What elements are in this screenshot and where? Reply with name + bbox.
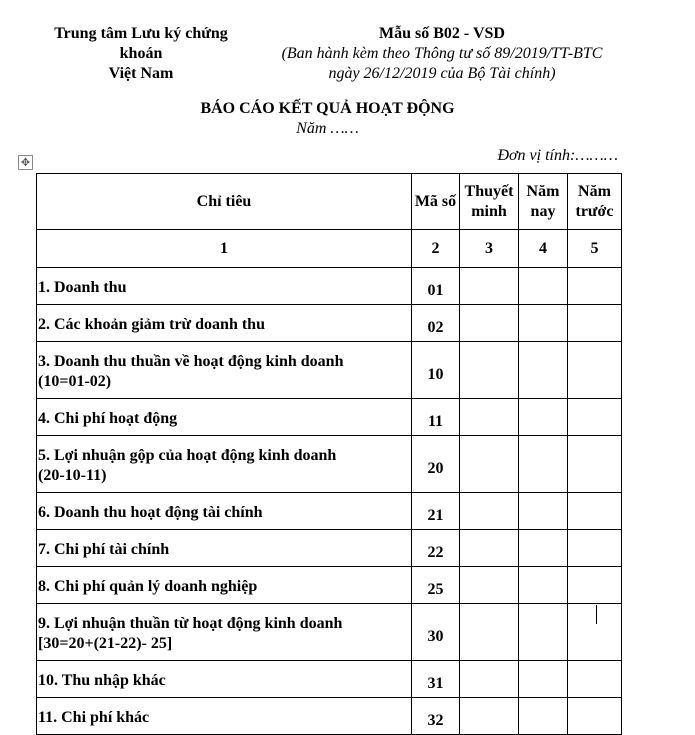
table-body xyxy=(37,268,622,735)
indicator-cell[interactable] xyxy=(37,698,412,735)
code-cell: 01 xyxy=(412,268,460,305)
code-cell: 20 xyxy=(412,436,460,493)
last-year-cell[interactable] xyxy=(568,530,622,567)
form-info xyxy=(262,24,622,84)
indicator-label: 9. Lợi nhuận thuần từ hoạt động kinh doanh xyxy=(38,615,343,632)
note-cell[interactable] xyxy=(460,436,519,493)
this-year-cell[interactable] xyxy=(519,268,568,305)
report-title: BÁO CÁO KẾT QUẢ HOẠT ĐỘNG xyxy=(200,100,455,117)
last-year-cell[interactable] xyxy=(568,399,622,436)
text-cursor xyxy=(596,605,597,624)
code-cell: 30 xyxy=(412,604,460,661)
indicator-label: 7. Chi phí tài chính xyxy=(38,541,170,558)
indicator-formula: (20-10-11) xyxy=(38,467,107,484)
last-year-cell[interactable] xyxy=(568,604,622,661)
issued-note-line: ngày 26/12/2019 của Bộ Tài chính) xyxy=(328,65,556,82)
this-year-cell[interactable] xyxy=(519,399,568,436)
indicator-label: 2. Các khoản giảm trừ doanh thu xyxy=(38,316,265,333)
last-year-cell[interactable] xyxy=(568,493,622,530)
indicator-cell[interactable] xyxy=(37,604,412,661)
note-cell[interactable] xyxy=(460,399,519,436)
this-year-cell[interactable] xyxy=(519,567,568,604)
code-cell: 22 xyxy=(412,530,460,567)
indicator-formula: (10=01-02) xyxy=(38,373,112,390)
note-cell[interactable] xyxy=(460,342,519,399)
this-year-cell[interactable] xyxy=(519,305,568,342)
indicator-cell[interactable] xyxy=(37,567,412,604)
table-row xyxy=(37,342,622,399)
this-year-cell[interactable] xyxy=(519,661,568,698)
table-move-handle-icon[interactable]: ✥ xyxy=(18,155,33,170)
last-year-cell[interactable] xyxy=(568,342,622,399)
code-cell: 02 xyxy=(412,305,460,342)
note-cell[interactable] xyxy=(460,493,519,530)
note-cell[interactable] xyxy=(460,567,519,604)
this-year-cell[interactable] xyxy=(519,342,568,399)
last-year-cell[interactable] xyxy=(568,698,622,735)
column-number-row xyxy=(37,230,622,268)
note-cell[interactable] xyxy=(460,604,519,661)
organization-name xyxy=(36,24,246,84)
column-number: 1 xyxy=(37,230,412,268)
column-header-code: Mã số xyxy=(412,174,460,230)
indicator-cell[interactable] xyxy=(37,268,412,305)
table-row xyxy=(37,604,622,661)
column-number: 4 xyxy=(519,230,568,268)
note-cell[interactable] xyxy=(460,661,519,698)
note-cell[interactable] xyxy=(460,698,519,735)
column-header-indicator: Chỉ tiêu xyxy=(37,174,412,230)
table-row xyxy=(37,493,622,530)
code-cell: 25 xyxy=(412,567,460,604)
indicator-label: 4. Chi phí hoạt động xyxy=(38,410,178,427)
this-year-cell[interactable] xyxy=(519,698,568,735)
indicator-label: 3. Doanh thu thuần về hoạt động kinh doanh xyxy=(38,353,344,370)
table-row xyxy=(37,661,622,698)
last-year-cell[interactable] xyxy=(568,305,622,342)
last-year-cell[interactable] xyxy=(568,436,622,493)
indicator-label: 1. Doanh thu xyxy=(38,279,127,296)
org-line: Trung tâm Lưu ký chứng xyxy=(54,25,228,42)
indicator-cell[interactable] xyxy=(37,530,412,567)
issued-note-line: (Ban hành kèm theo Thông tư số 89/2019/TT-BTC xyxy=(281,45,603,62)
indicator-label: 6. Doanh thu hoạt động tài chính xyxy=(38,504,263,521)
indicator-formula: [30=20+(21-22)- 25] xyxy=(38,635,173,652)
note-cell[interactable] xyxy=(460,530,519,567)
code-cell: 21 xyxy=(412,493,460,530)
table-row xyxy=(37,530,622,567)
code-cell: 31 xyxy=(412,661,460,698)
column-number: 2 xyxy=(412,230,460,268)
this-year-cell[interactable] xyxy=(519,604,568,661)
indicator-cell[interactable] xyxy=(37,661,412,698)
code-cell: 10 xyxy=(412,342,460,399)
table-row xyxy=(37,268,622,305)
indicator-cell[interactable] xyxy=(37,436,412,493)
table-header-row xyxy=(37,174,622,230)
indicator-label: 11. Chi phí khác xyxy=(38,709,150,726)
indicator-label: 5. Lợi nhuận gộp của hoạt động kinh doanh xyxy=(38,447,337,464)
indicator-label: 10. Thu nhập khác xyxy=(38,672,166,689)
column-header-this-year: Năm nay xyxy=(519,174,568,230)
table-row xyxy=(37,567,622,604)
code-cell: 32 xyxy=(412,698,460,735)
indicator-label: 8. Chi phí quản lý doanh nghiệp xyxy=(38,578,258,595)
table-row xyxy=(37,399,622,436)
report-table xyxy=(36,173,622,735)
table-row xyxy=(37,436,622,493)
table-row xyxy=(37,305,622,342)
column-number: 3 xyxy=(460,230,519,268)
last-year-cell[interactable] xyxy=(568,567,622,604)
this-year-cell[interactable] xyxy=(519,530,568,567)
last-year-cell[interactable] xyxy=(568,661,622,698)
column-number: 5 xyxy=(568,230,622,268)
report-year: Năm …… xyxy=(296,120,359,137)
table-row xyxy=(37,698,622,735)
indicator-cell[interactable] xyxy=(37,399,412,436)
note-cell[interactable] xyxy=(460,268,519,305)
org-line: khoán xyxy=(119,45,163,62)
indicator-cell[interactable] xyxy=(37,305,412,342)
indicator-cell[interactable] xyxy=(37,342,412,399)
indicator-cell[interactable] xyxy=(37,493,412,530)
this-year-cell[interactable] xyxy=(519,436,568,493)
column-header-last-year: Năm trước xyxy=(568,174,622,230)
unit-label: Đơn vị tính:……… xyxy=(497,147,618,164)
code-cell: 11 xyxy=(412,399,460,436)
org-line: Việt Nam xyxy=(108,65,174,82)
form-code: Mẫu số B02 - VSD xyxy=(379,25,505,42)
this-year-cell[interactable] xyxy=(519,493,568,530)
note-cell[interactable] xyxy=(460,305,519,342)
last-year-cell[interactable] xyxy=(568,268,622,305)
column-header-note: Thuyết minh xyxy=(460,174,519,230)
